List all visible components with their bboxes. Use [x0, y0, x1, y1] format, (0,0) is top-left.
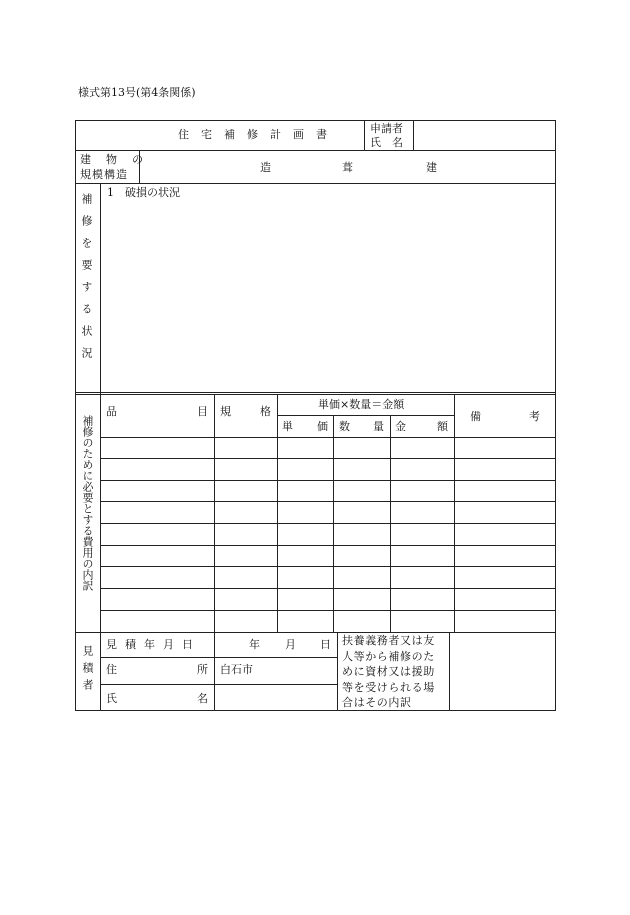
table-row-divider: [100, 458, 556, 459]
col-quantity-a: 数: [339, 420, 350, 433]
table-row[interactable]: [104, 591, 550, 607]
col-item-header: [106, 405, 208, 418]
table-row-divider: [100, 523, 556, 524]
table-row-divider: [100, 501, 556, 502]
table-row[interactable]: [104, 613, 550, 629]
name-label-b: 名: [197, 692, 208, 705]
address-label-spread: [106, 663, 208, 676]
form-title: [178, 128, 338, 141]
divider: [100, 684, 337, 685]
divider: [364, 120, 365, 150]
col-unit-price-spread: [282, 420, 328, 433]
repair-status-content[interactable]: [107, 202, 547, 387]
address-label: [106, 663, 208, 676]
divider: [75, 394, 556, 395]
form-title-text: [178, 128, 338, 141]
table-row-divider: [100, 566, 556, 567]
divider: [277, 415, 454, 416]
form-number: 様式第13号(第4条関係): [78, 86, 196, 99]
table-row-divider: [100, 545, 556, 546]
table-row[interactable]: [104, 548, 550, 564]
address-field[interactable]: 白石市: [220, 663, 253, 676]
col-unit-price-a: 単: [282, 420, 293, 433]
col-amount-header: [395, 420, 448, 433]
address-label-b: 所: [197, 663, 208, 676]
divider: [75, 632, 556, 633]
address-label-a: 住: [106, 663, 117, 676]
divider: [100, 437, 556, 438]
col-amount-spread: [395, 420, 448, 433]
col-spec-spread: [220, 405, 271, 418]
estimate-side-label: 見積者: [81, 645, 94, 696]
support-note: 扶養義務者又は友人等から補修のために資材又は援助等を受けられる場合はその内訳: [342, 634, 435, 709]
col-amount-a: 金: [395, 420, 406, 433]
table-row[interactable]: [104, 569, 550, 585]
applicant-name-field[interactable]: [418, 129, 552, 145]
col-remarks-b: 考: [529, 410, 540, 423]
divider: [100, 657, 337, 658]
estimate-date-label-spread: [106, 638, 208, 651]
estimate-date-day: 日: [320, 638, 331, 651]
cost-side-label: 補修のために必要とする費用の内訳: [81, 415, 94, 591]
divider: [75, 392, 556, 393]
estimate-date-year: 年: [249, 638, 260, 651]
table-row-divider: [100, 588, 556, 589]
name-label-a: 氏: [106, 692, 117, 705]
estimate-date-label-text: 見積年月日: [106, 638, 201, 651]
building-label-2: 規模構造: [80, 168, 128, 181]
table-row[interactable]: [104, 504, 550, 520]
support-field[interactable]: [454, 640, 552, 700]
col-remarks-a: 備: [470, 410, 481, 423]
col-spec-b: 格: [260, 405, 271, 418]
form-title-label: 住宅補修計画書: [178, 128, 339, 141]
divider: [75, 150, 556, 151]
divider: [214, 632, 215, 711]
col-quantity-spread: [339, 420, 384, 433]
col-quantity-b: 量: [373, 420, 384, 433]
building-struct-3: 建: [426, 161, 437, 174]
col-item-a: 品: [106, 405, 117, 418]
repair-status-item-label: 1 破損の状況: [107, 186, 180, 199]
divider: [75, 183, 556, 184]
col-item-spread: [106, 405, 208, 418]
table-row-divider: [100, 480, 556, 481]
building-struct-2: 葺: [342, 161, 353, 174]
table-row-divider: [100, 610, 556, 611]
table-row[interactable]: [104, 526, 550, 542]
col-unit-price-header: [282, 420, 328, 433]
building-struct-1: 造: [260, 161, 271, 174]
table-row[interactable]: [104, 440, 550, 456]
col-remarks-header: [470, 410, 540, 423]
col-amount-b: 額: [437, 420, 448, 433]
col-remarks-spread: [470, 410, 540, 423]
estimate-date-label: [106, 638, 208, 651]
applicant-label-1: 申請者: [370, 122, 403, 135]
divider: [337, 632, 338, 711]
building-label-1: 建 物 の: [80, 153, 145, 166]
divider: [449, 632, 450, 711]
col-calc-group-header: 単価×数量＝金額: [318, 398, 405, 411]
repair-status-side-label: 補修を要する状況: [80, 193, 93, 369]
table-row[interactable]: [104, 461, 550, 477]
divider: [413, 120, 414, 150]
col-spec-a: 規: [220, 405, 231, 418]
name-label-spread: [106, 692, 208, 705]
col-unit-price-b: 価: [317, 420, 328, 433]
estimate-date-month: 月: [285, 638, 296, 651]
col-item-b: 目: [197, 405, 208, 418]
applicant-label-2: 氏 名: [370, 136, 403, 149]
name-label: [106, 692, 208, 705]
col-spec-header: [220, 405, 271, 418]
col-quantity-header: [339, 420, 384, 433]
table-row[interactable]: [104, 483, 550, 499]
